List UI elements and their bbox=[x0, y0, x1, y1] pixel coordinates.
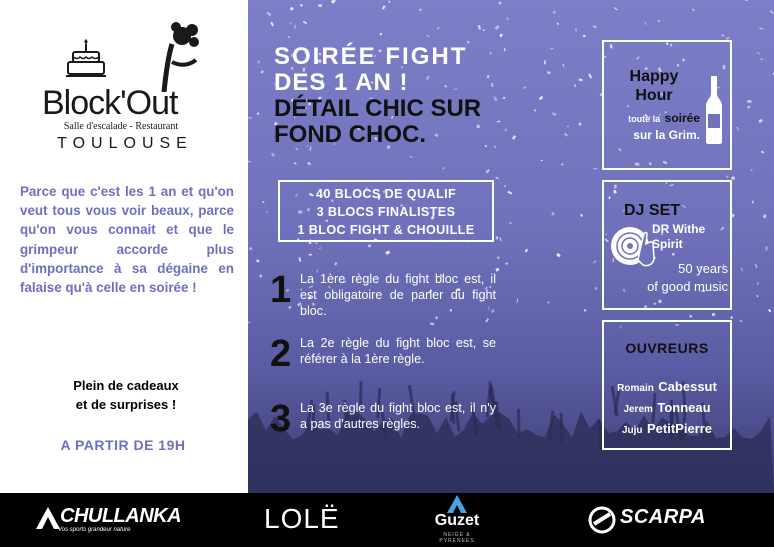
happy-hour-sub-line-2: sur la Grim. bbox=[633, 128, 700, 142]
flower-icon bbox=[158, 22, 202, 92]
blocs-line-2: 3 BLOCS FINALISTES bbox=[316, 205, 456, 219]
happy-hour-title-2: Hour bbox=[635, 87, 673, 104]
happy-hour-sub-bold: soirée bbox=[664, 111, 700, 125]
sponsor-chullanka-tagline: Vos sports grandeur nature bbox=[58, 527, 131, 533]
ouvreur-last-name: PetitPierre bbox=[646, 421, 713, 436]
happy-hour-sub-small: toute la bbox=[628, 114, 661, 124]
dj-name-line-1: DR Withe bbox=[652, 222, 706, 236]
brand-city: TOULOUSE bbox=[57, 135, 193, 152]
sponsor-chullanka: CHULLANKA bbox=[60, 505, 182, 527]
happy-hour-box bbox=[602, 40, 732, 170]
dj-name bbox=[652, 222, 728, 252]
sponsor-guzet-name: Guzet bbox=[434, 512, 480, 529]
rule-number: 2 bbox=[270, 333, 292, 375]
title-line-3: DÉTAIL CHIC SUR bbox=[274, 95, 482, 122]
ouvreur-item bbox=[604, 419, 730, 440]
right-panel bbox=[248, 0, 774, 493]
brand-name: Block'Out bbox=[42, 84, 178, 122]
start-time: A PARTIR DE 19H bbox=[60, 437, 186, 453]
event-title bbox=[274, 44, 524, 148]
gifts-line-1: Plein de cadeaux bbox=[73, 378, 179, 393]
dj-tagline-line-2: of good music bbox=[647, 279, 728, 294]
happy-hour-subtitle bbox=[608, 110, 700, 143]
ouvreur-last-name: Cabessut bbox=[658, 379, 717, 394]
birthday-cake-icon bbox=[65, 38, 107, 80]
title-line-1: SOIRÉE FIGHT bbox=[274, 43, 468, 70]
happy-hour-title bbox=[618, 67, 690, 105]
dj-set-title: DJ SET bbox=[624, 202, 681, 219]
blocs-line-3: 1 BLOC FIGHT & CHOUILLE bbox=[297, 223, 475, 237]
blocs-line-1: 40 BLOCS DE QUALIF bbox=[315, 187, 457, 201]
ouvreur-first-name: Juju bbox=[621, 425, 643, 436]
rule-text: La 1ère règle du fight bloc est, il est obligatoire de parler du fight bloc. bbox=[300, 272, 496, 318]
scarpa-logo-icon bbox=[588, 506, 616, 534]
ouvreur-first-name: Jerem bbox=[623, 404, 653, 415]
beer-bottle-icon bbox=[704, 76, 724, 144]
sponsor-lole: LOLË bbox=[264, 503, 340, 534]
rule-text: La 3e règle du fight bloc est, il n'y a pas d'autres règles. bbox=[300, 401, 496, 431]
happy-hour-title-1: Happy bbox=[629, 68, 679, 85]
sponsor-scarpa: SCARPA bbox=[620, 506, 706, 528]
dj-tagline-line-1: 50 years bbox=[678, 261, 728, 276]
ouvreur-first-name: Romain bbox=[617, 383, 654, 394]
ouvreur-last-name: Tonneau bbox=[657, 400, 711, 415]
rule-number: 3 bbox=[270, 398, 292, 440]
intro-text: Parce que c'est les 1 an et qu'on veut tous vous voir beaux, parce qu'on vous connait et que le grimpeur accorde plus d'importance à sa dégaine en falaise qu'à celle en soirée ! bbox=[20, 184, 234, 296]
ouvreurs-box bbox=[602, 320, 732, 450]
dj-set-box bbox=[602, 180, 732, 310]
rule-text: La 2e règle du fight bloc est, se référer à la 1ère règle. bbox=[300, 336, 496, 366]
dj-tagline bbox=[620, 260, 728, 296]
sponsor-guzet-tagline: NEIGE & PYRENEES bbox=[439, 532, 475, 544]
sponsor-bar bbox=[0, 493, 774, 547]
title-line-4: FOND CHOC. bbox=[274, 121, 426, 148]
gifts-text bbox=[20, 376, 232, 414]
dj-name-line-2: Spirit bbox=[652, 237, 683, 251]
ouvreur-item bbox=[604, 377, 730, 398]
guzet-mountain-icon bbox=[447, 495, 467, 513]
gifts-line-2: et de surprises ! bbox=[75, 397, 177, 412]
ouvreurs-list bbox=[604, 377, 730, 440]
blocs-box bbox=[278, 180, 494, 242]
brand-subtitle: Salle d'escalade - Restaurant bbox=[63, 121, 179, 132]
ouvreurs-title: OUVREURS bbox=[625, 340, 709, 356]
sponsor-guzet bbox=[425, 495, 489, 543]
blockout-logo bbox=[30, 20, 220, 155]
ouvreur-item bbox=[604, 398, 730, 419]
title-line-2: DES 1 AN ! bbox=[274, 69, 409, 96]
rule-number: 1 bbox=[270, 269, 292, 311]
chullanka-mountain-icon bbox=[36, 507, 60, 529]
left-panel bbox=[0, 0, 248, 493]
